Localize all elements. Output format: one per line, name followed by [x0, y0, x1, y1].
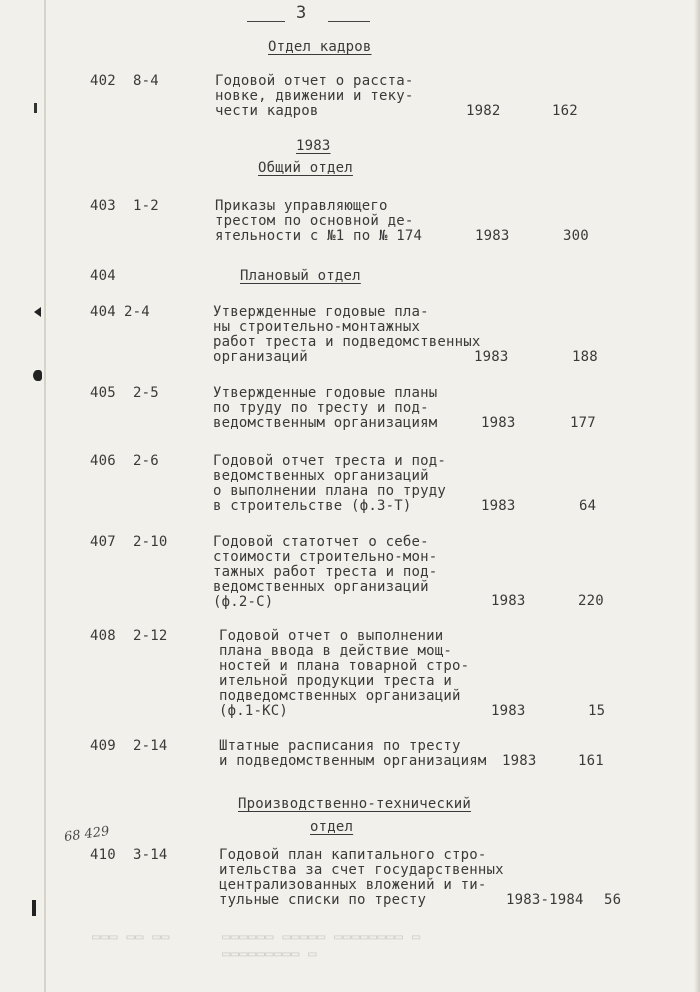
hole-punch-mark	[34, 103, 37, 113]
entry-year: 1983-1984	[506, 892, 584, 908]
entry-year: 1983	[491, 593, 526, 609]
entry-description-line: новке, движении и теку-	[215, 88, 414, 104]
entry-number: 406	[90, 453, 116, 469]
entry-description-line: в строительстве (ф.3-Т)	[213, 498, 412, 514]
entry-code: 2-10	[133, 534, 168, 550]
handwritten-note: 68 429	[63, 823, 111, 846]
entry-description-line: тульные списки по тресту	[219, 892, 427, 908]
entry-count: 188	[572, 349, 598, 365]
bleed-through-text: ▭▭▭ ▭▭ ▭▭	[92, 929, 170, 945]
entry-number: 404	[90, 268, 116, 284]
entry-description-line: ведомственным организациям	[213, 415, 438, 431]
entry-description-line: ительной продукции треста и	[219, 673, 452, 689]
bleed-through-text: ▭▭▭▭▭▭▭▭▭ ▭	[222, 946, 317, 962]
entry-description-line: ительства за счет государственных	[219, 862, 504, 878]
entry-description-line: Годовой план капитального стро-	[219, 847, 487, 863]
entry-count: 161	[578, 753, 604, 769]
entry-count: 300	[563, 228, 589, 244]
entry-description-line: ны строительно-монтажных	[213, 319, 421, 335]
entry-description-line: ведомственных организаций	[213, 468, 429, 484]
entry-count: 162	[552, 103, 578, 119]
entry-count: 177	[570, 415, 596, 431]
entry-description-line: (ф.2-С)	[213, 594, 274, 610]
entry-description-line: Годовой статотчет о себе-	[213, 534, 429, 550]
section-title-personnel: Отдел кадров	[268, 39, 372, 55]
hole-punch-mark	[33, 370, 42, 381]
hole-punch-mark	[34, 307, 41, 317]
entry-code: 2-12	[133, 628, 168, 644]
entry-count: 15	[588, 703, 606, 719]
entry-description-line: чести кадров	[215, 103, 319, 119]
entry-description-line: тажных работ треста и под-	[213, 564, 438, 580]
entry-code: 2-6	[133, 453, 159, 469]
entry-code: 2-5	[133, 385, 159, 401]
entry-year: 1982	[466, 103, 501, 119]
entry-code: 8-4	[133, 73, 159, 89]
entry-description-line: организаций	[213, 349, 308, 365]
entry-description-line: Годовой отчет треста и под-	[213, 453, 446, 469]
entry-description-line: стоимости строительно-мон-	[213, 549, 438, 565]
entry-number: 405	[90, 385, 116, 401]
entry-description-line: о выполнении плана по труду	[213, 483, 446, 499]
entry-description-line: трестом по основной де-	[215, 213, 414, 229]
entry-year: 1983	[481, 415, 516, 431]
section-title-production-line2: отдел	[310, 819, 354, 835]
entry-year: 1983	[475, 228, 510, 244]
entry-count: 56	[604, 892, 622, 908]
entry-description-line: по труду по тресту и под-	[213, 400, 429, 416]
entry-code: 2-14	[133, 738, 168, 754]
entry-number: 410	[90, 847, 116, 863]
entry-description-line: Годовой отчет о расста-	[215, 73, 414, 89]
entry-description-line: работ треста и подведомственных	[213, 334, 481, 350]
entry-description-line: Утвержденные годовые планы	[213, 385, 438, 401]
section-title-general: Общий отдел	[258, 160, 353, 176]
hole-punch-mark	[32, 900, 36, 916]
entry-number: 409	[90, 738, 116, 754]
entry-number: 403	[90, 198, 116, 214]
page-edge-shadow	[694, 0, 700, 992]
entry-description-line: и подведомственным организациям	[219, 753, 487, 769]
entry-count: 64	[579, 498, 597, 514]
entry-count: 220	[578, 593, 604, 609]
entry-code: 1-2	[133, 198, 159, 214]
entry-description-line: плана ввода в действие мощ-	[219, 643, 452, 659]
entry-year: 1983	[491, 703, 526, 719]
page-number-dash-right	[328, 21, 370, 22]
entry-description-line: централизованных вложений и ти-	[219, 877, 487, 893]
entry-description-line: подведомственных организаций	[219, 688, 461, 704]
entry-description-line: Утвержденные годовые пла-	[213, 304, 429, 320]
bleed-through-text: ▭▭▭▭▭▭ ▭▭▭▭▭ ▭▭▭▭▭▭▭▭ ▭	[222, 929, 421, 945]
entry-year: 1983	[502, 753, 537, 769]
entry-number: 404	[90, 304, 116, 320]
entry-description-line: Штатные расписания по тресту	[219, 738, 461, 754]
page-number: 3	[296, 3, 307, 23]
entry-description-line: Приказы управляющего	[215, 198, 388, 214]
entry-year: 1983	[474, 349, 509, 365]
entry-year: 1983	[481, 498, 516, 514]
entry-code: 3-14	[133, 847, 168, 863]
entry-number: 408	[90, 628, 116, 644]
section-year: 1983	[296, 138, 331, 154]
entry-description-line: ятельности с №1 по № 174	[215, 228, 423, 244]
section-title-planning: Плановый отдел	[240, 268, 361, 284]
fold-line	[44, 0, 46, 992]
entry-description-line: ведомственных организаций	[213, 579, 429, 595]
section-title-production-line1: Производственно-технический	[238, 796, 471, 812]
entry-description-line: (ф.1-КС)	[219, 703, 289, 719]
entry-number: 407	[90, 534, 116, 550]
page-number-dash-left	[247, 21, 285, 22]
entry-description-line: ностей и плана товарной стро-	[219, 658, 470, 674]
entry-number: 402	[90, 73, 116, 89]
entry-description-line: Годовой отчет о выполнении	[219, 628, 444, 644]
entry-code: 2-4	[124, 304, 150, 320]
